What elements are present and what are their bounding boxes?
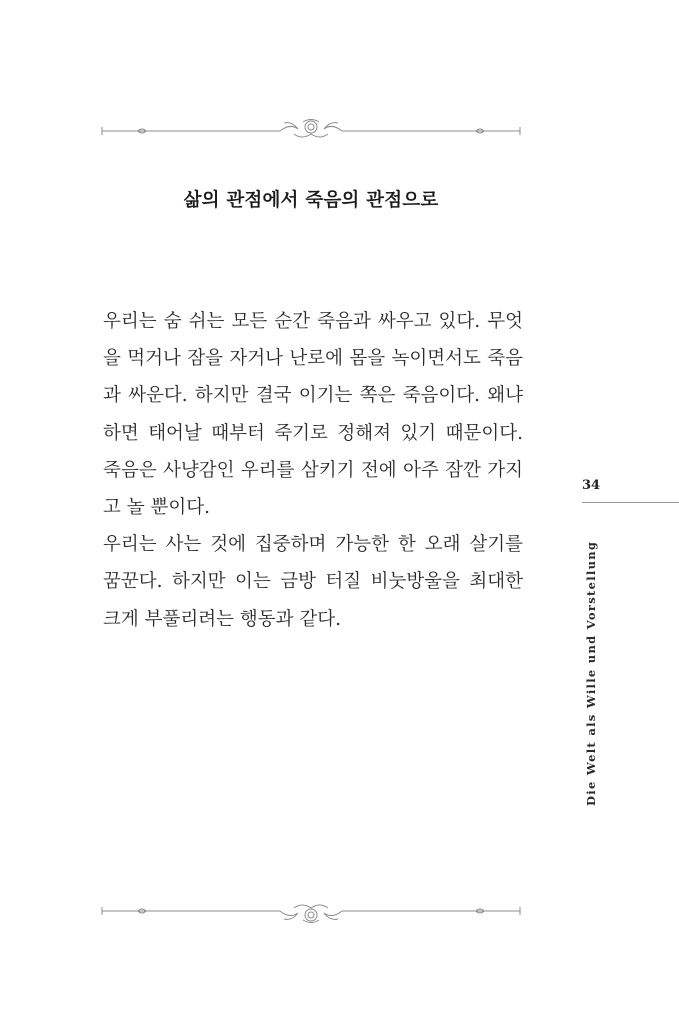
flourish-divider-icon (98, 118, 524, 142)
margin-rule (582, 502, 679, 503)
running-title: Die Welt als Wille und Vorstellung (584, 540, 598, 806)
flourish-divider-icon (98, 900, 524, 924)
paragraph-1: 우리는 숨 쉬는 모든 순간 죽음과 싸우고 있다. 무엇을 먹거나 잠을 자거나 난로에 몸을 녹이면서도 죽음과 싸운다. 하지만 결국 이기는 쪽은 죽음이다. 왜냐하면 태어날 때부터 죽기로 정해져 있기 때문이다. 죽음은 사냥감인 우리를 삼키기 전에 아주 잠깐 가지고 놀 뿐이다. (103, 311, 523, 519)
top-ornament (98, 118, 524, 142)
bottom-ornament (98, 900, 524, 924)
paragraph-2: 우리는 사는 것에 집중하며 가능한 한 오래 살기를 꿈꾼다. 하지만 이는 금방 터질 비눗방울을 최대한 크게 부풀리려는 행동과 같다. (103, 534, 523, 630)
page-number: 34 (582, 478, 601, 493)
chapter-title: 삶의 관점에서 죽음의 관점으로 (183, 190, 439, 211)
body-text (103, 303, 523, 638)
